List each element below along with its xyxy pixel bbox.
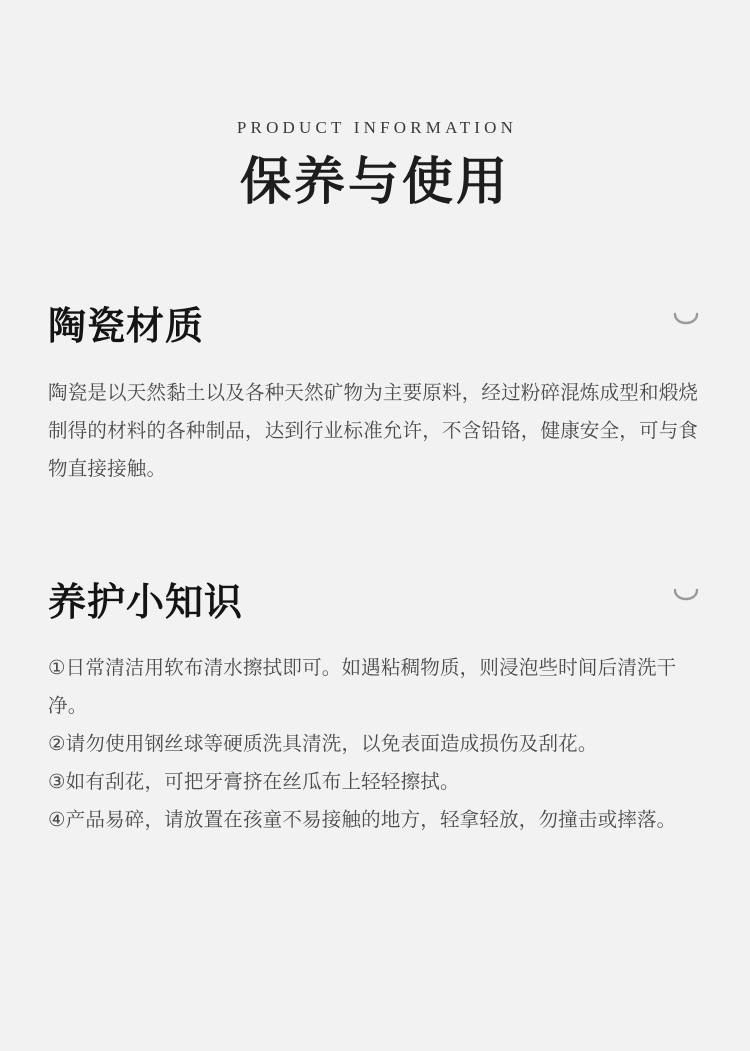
section-care-tips-head bbox=[48, 580, 702, 628]
sections-container bbox=[0, 304, 750, 839]
section-material-body bbox=[48, 374, 702, 488]
eyebrow-label: PRODUCT INFORMATION bbox=[236, 118, 518, 137]
section-care-tips bbox=[48, 580, 702, 840]
arc-swoosh-icon bbox=[673, 588, 699, 610]
list-item: ④产品易碎，请放置在孩童不易接触的地方，轻拿轻放，勿撞击或摔落。 bbox=[48, 809, 677, 832]
section-material-title: 陶瓷材质 bbox=[48, 306, 205, 349]
list-item: ②请勿使用钢丝球等硬质洗具清洗，以免表面造成损伤及刮花。 bbox=[48, 733, 598, 756]
page-title: 保养与使用 bbox=[239, 153, 510, 210]
page-header bbox=[0, 0, 750, 212]
section-material-paragraph: 陶瓷是以天然黏土以及各种天然矿物为主要原料，经过粉碎混炼成型和煅烧制得的材料的各种制品，达到行业标准允许，不含铅铬，健康安全，可与食物直接接触。 bbox=[48, 381, 699, 480]
section-material bbox=[48, 304, 702, 488]
section-care-tips-body bbox=[48, 649, 702, 839]
list-item: ①日常清洁用软布清水擦拭即可。如遇粘稠物质，则浸泡些时间后清洗干净。 bbox=[48, 657, 677, 718]
section-care-tips-title: 养护小知识 bbox=[48, 581, 244, 624]
section-material-head bbox=[48, 304, 702, 352]
list-item: ③如有刮花，可把牙膏挤在丝瓜布上轻轻擦拭。 bbox=[48, 771, 460, 794]
arc-swoosh-icon bbox=[673, 312, 699, 334]
